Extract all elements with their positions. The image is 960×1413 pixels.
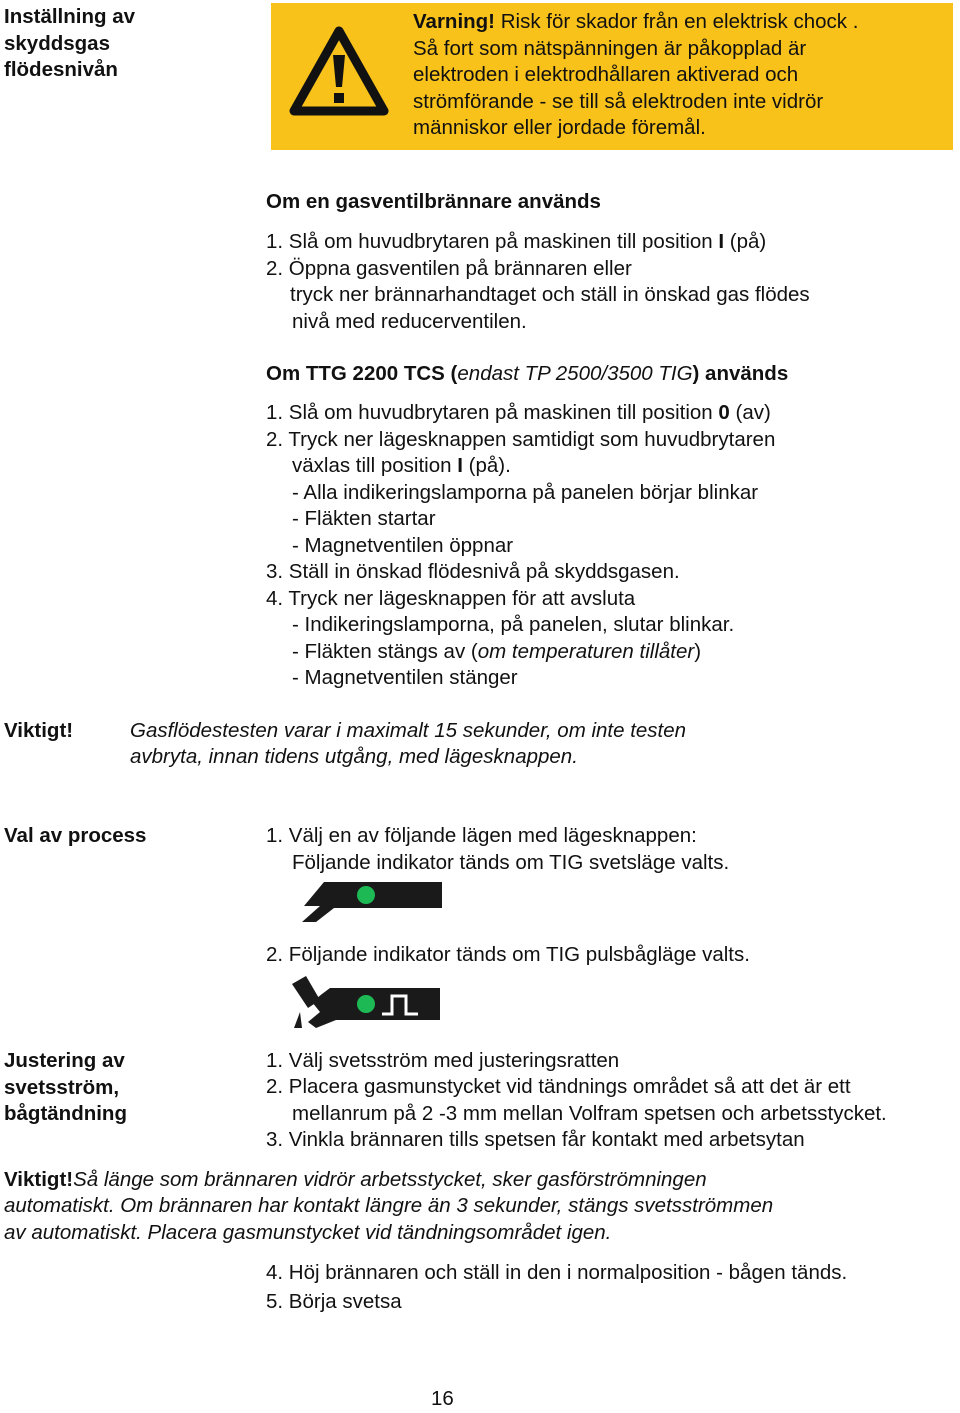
section-title-shielding-gas	[4, 4, 184, 84]
ttg-step-1: 1. Slå om huvudbrytaren på maskinen till position 0 (av)	[266, 401, 771, 424]
current-step-1: 1. Välj svetsström med justeringsratten	[266, 1049, 620, 1072]
warning-first-line: Risk för skador från en elektrisk chock .	[495, 10, 859, 33]
tig-pulse-indicator-icon	[286, 972, 442, 1030]
section-title-line: skyddsgas	[4, 31, 110, 55]
section-title-line: svetsström,	[4, 1075, 120, 1099]
section-title-line: flödesnivån	[4, 58, 118, 81]
current-step-2-cont: mellanrum på 2 -3 mm mellan Volfram spetsen och arbetsstycket.	[292, 1102, 887, 1125]
ttg-sub-item: - Magnetventilen öppnar	[292, 534, 514, 557]
section-title-line: bågtändning	[4, 1102, 127, 1125]
important-note-line: automatiskt. Om brännaren har kontakt längre än 3 sekunder, stängs svetsströmmen	[4, 1194, 774, 1217]
ttg-step-3: 3. Ställ in önskad flödesnivå på skyddsgasen.	[266, 560, 680, 583]
ttg-sub-item: - Alla indikeringslamporna på panelen börjar blinkar	[292, 481, 759, 504]
important-note-line: Gasflödestesten varar i maximalt 15 sekunder, om inte testen	[130, 719, 687, 742]
process-step-1-cont: Följande indikator tänds om TIG svetsläge valts.	[292, 851, 730, 874]
important-note-line: avbryta, innan tidens utgång, med lägesknappen.	[130, 745, 578, 768]
warning-label: Varning!	[413, 10, 496, 33]
gas-valve-step-1: 1. Slå om huvudbrytaren på maskinen till position I (på)	[266, 230, 767, 253]
warning-line: strömförande - se till så elektroden inte vidrör	[413, 89, 824, 113]
current-step-3: 3. Vinkla brännaren tills spetsen får kontakt med arbetsytan	[266, 1128, 805, 1151]
current-step-5: 5. Börja svetsa	[266, 1290, 402, 1313]
ttg-heading: Om TTG 2200 TCS (endast TP 2500/3500 TIG) används	[266, 362, 789, 385]
current-step-4: 4. Höj brännaren och ställ in den i normalposition - bågen tänds.	[266, 1261, 848, 1284]
page-number: 16	[431, 1387, 454, 1410]
tig-torch-indicator-icon	[294, 878, 444, 928]
important-label: Viktigt!	[4, 719, 74, 742]
current-step-2: 2. Placera gasmunstycket vid tändnings området så att det är ett	[266, 1075, 851, 1098]
ttg-sub-item: - Indikeringslamporna, på panelen, slutar blinkar.	[292, 613, 735, 636]
ttg-sub-item: - Magnetventilen stänger	[292, 666, 518, 689]
warning-triangle-icon	[289, 25, 389, 117]
warning-line: Så fort som nätspänningen är påkopplad är	[413, 36, 807, 60]
gas-valve-step-2-cont: tryck ner brännarhandtaget och ställ in önskad gas flödes	[290, 283, 810, 306]
important-note-line: Så länge som brännaren vidrör arbetsstycket, sker gasförströmningen	[73, 1168, 707, 1191]
section-title-line: Justering av	[4, 1049, 125, 1072]
warning-box	[271, 3, 953, 150]
process-step-1: 1. Välj en av följande lägen med lägesknappen:	[266, 824, 697, 847]
section-title-line: Inställning av	[4, 5, 135, 28]
warning-text	[413, 9, 953, 142]
process-step-2: 2. Följande indikator tänds om TIG pulsbågläge valts.	[266, 943, 750, 966]
warning-line: människor eller jordade föremål.	[413, 116, 706, 139]
section-title-current	[4, 1048, 127, 1128]
gas-valve-step-2-cont: nivå med reducerventilen.	[292, 310, 527, 333]
important-label: Viktigt!	[4, 1168, 74, 1191]
ttg-step-4: 4. Tryck ner lägesknappen för att avsluta	[266, 587, 636, 610]
gas-valve-step-2: 2. Öppna gasventilen på brännaren eller	[266, 257, 632, 280]
ttg-sub-item: - Fläkten startar	[292, 507, 436, 530]
ttg-step-2-cont: växlas till position I (på).	[292, 454, 511, 477]
warning-line: elektroden i elektrodhållaren aktiverad och	[413, 63, 799, 86]
important-note-line: av automatiskt. Placera gasmunstycket vid tändningsområdet igen.	[4, 1221, 612, 1244]
section-title-process: Val av process	[4, 824, 147, 847]
gas-valve-heading: Om en gasventilbrännare används	[266, 190, 601, 213]
important-note-2	[4, 1167, 707, 1194]
ttg-step-2: 2. Tryck ner lägesknappen samtidigt som huvudbrytaren	[266, 428, 776, 451]
ttg-sub-item: - Fläkten stängs av (om temperaturen tillåter)	[292, 640, 702, 663]
